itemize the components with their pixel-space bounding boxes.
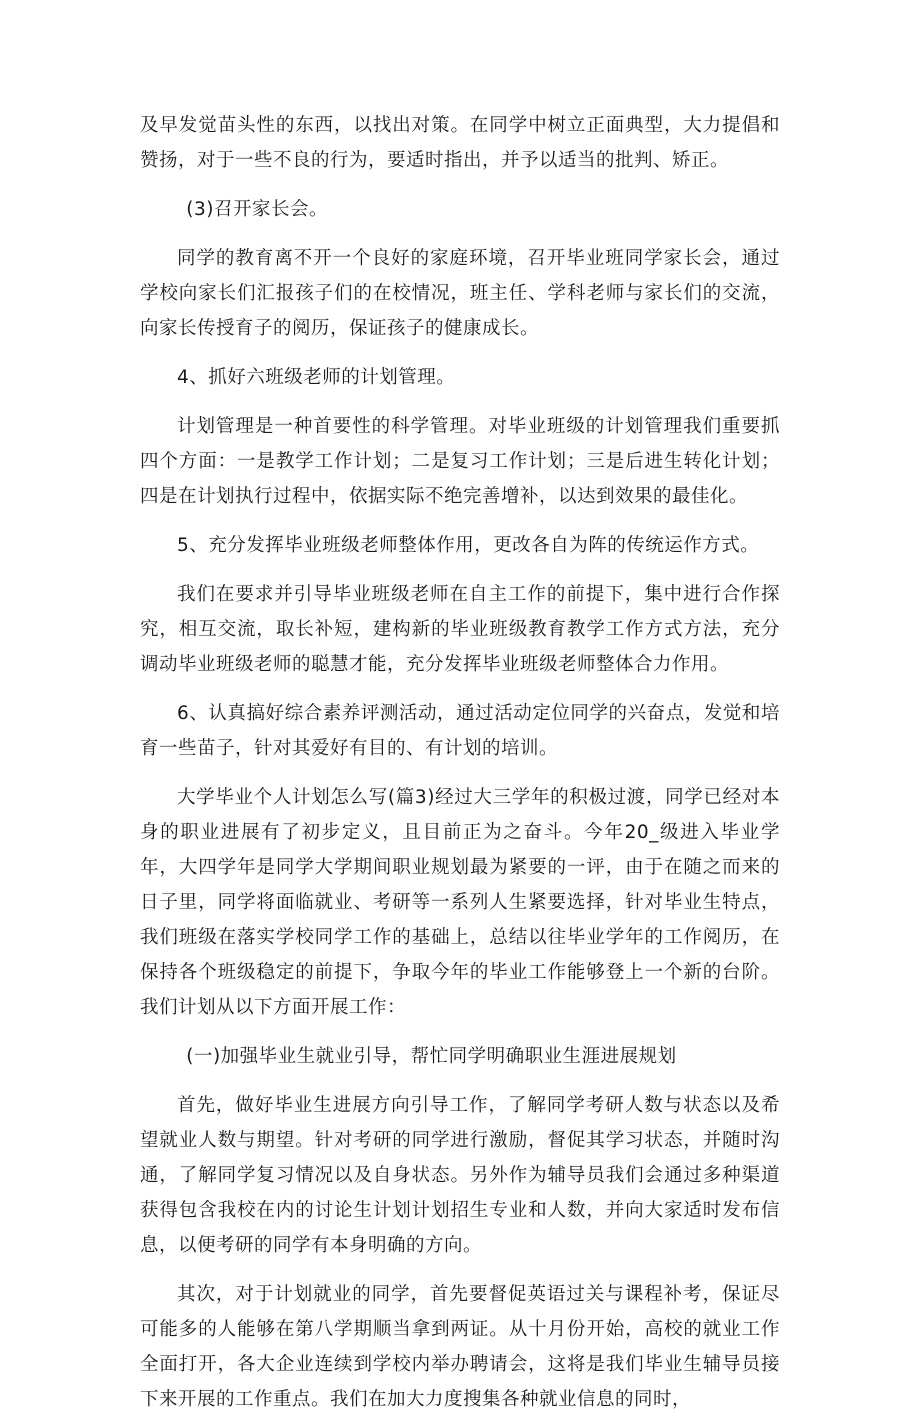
heading-plan-management: 4、抓好六班级老师的计划管理。 xyxy=(177,367,456,388)
paragraph-plan-management: 计划管理是一种首要性的科学管理。对毕业班级的计划管理我们重要抓四个方面：一是教学工作计划；二是复习工作计划；三是后进生转化计划；四是在计划执行过程中，依据实际不绝完善增补，以达到效果的最佳化。 xyxy=(140,416,780,507)
subheading-parent-meeting: (3)召开家长会。 xyxy=(186,199,328,220)
paragraph-family-environment: 同学的教育离不开一个良好的家庭环境，召开毕业班同学家长会，通过学校向家长们汇报孩子们的在校情况，班主任、学科老师与家长们的交流，向家长传授育子的阅历，保证孩子的健康成长。 xyxy=(140,248,780,339)
heading-teacher-teamwork: 5、充分发挥毕业班级老师整体作用，更改各自为阵的传统运作方式。 xyxy=(177,535,760,556)
paragraph-part3-intro: 大学毕业个人计划怎么写(篇3)经过大三学年的积极过渡，同学已经对本身的职业进展有了初步定义，且目前正为之奋斗。今年20_级进入毕业学年，大四学年是同学大学期间职业规划最为紧要的一评，由于在随之而来的日子里，同学将面临就业、考研等一系列人生紧要选择，针对毕业生特点，我们班级在落实学校同学工作的基础上，总结以往毕业学年的工作阅历，在保持各个班级稳定的前提下，争取今年的毕业工作能够登上一个新的台阶。我们计划从以下方面开展工作： xyxy=(140,787,780,1018)
heading-quality-evaluation: 6、认真搞好综合素养评测活动，通过活动定位同学的兴奋点，发觉和培育一些苗子，针对其爱好有目的、有计划的培训。 xyxy=(140,703,780,759)
subheading-employment-guidance: (一)加强毕业生就业引导，帮忙同学明确职业生涯进展规划 xyxy=(186,1046,677,1067)
paragraph-teacher-teamwork: 我们在要求并引导毕业班级老师在自主工作的前提下，集中进行合作探究，相互交流，取长补短，建构新的毕业班级教育教学工作方式方法，充分调动毕业班级老师的聪慧才能，充分发挥毕业班级老师整体合力作用。 xyxy=(140,584,780,675)
paragraph-employment-plan: 其次，对于计划就业的同学，首先要督促英语过关与课程补考，保证尽可能多的人能够在第八学期顺当拿到两证。从十月份开始，高校的就业工作全面打开，各大企业连续到学校内举办聘请会，这将是我们毕业生辅导员接下来开展的工作重点。我们在加大力度搜集各种就业信息的同时， xyxy=(140,1284,780,1410)
paragraph-continuation: 及早发觉苗头性的东西，以找出对策。在同学中树立正面典型，大力提倡和赞扬，对于一些不良的行为，要适时指出，并予以适当的批判、矫正。 xyxy=(140,115,780,171)
paragraph-postgraduate-guidance: 首先，做好毕业生进展方向引导工作，了解同学考研人数与状态以及希望就业人数与期望。针对考研的同学进行激励，督促其学习状态，并随时沟通，了解同学复习情况以及自身状态。另外作为辅导员我们会通过多种渠道获得包含我校在内的讨论生计划计划招生专业和人数，并向大家适时发布信息，以便考研的同学有本身明确的方向。 xyxy=(140,1095,780,1256)
